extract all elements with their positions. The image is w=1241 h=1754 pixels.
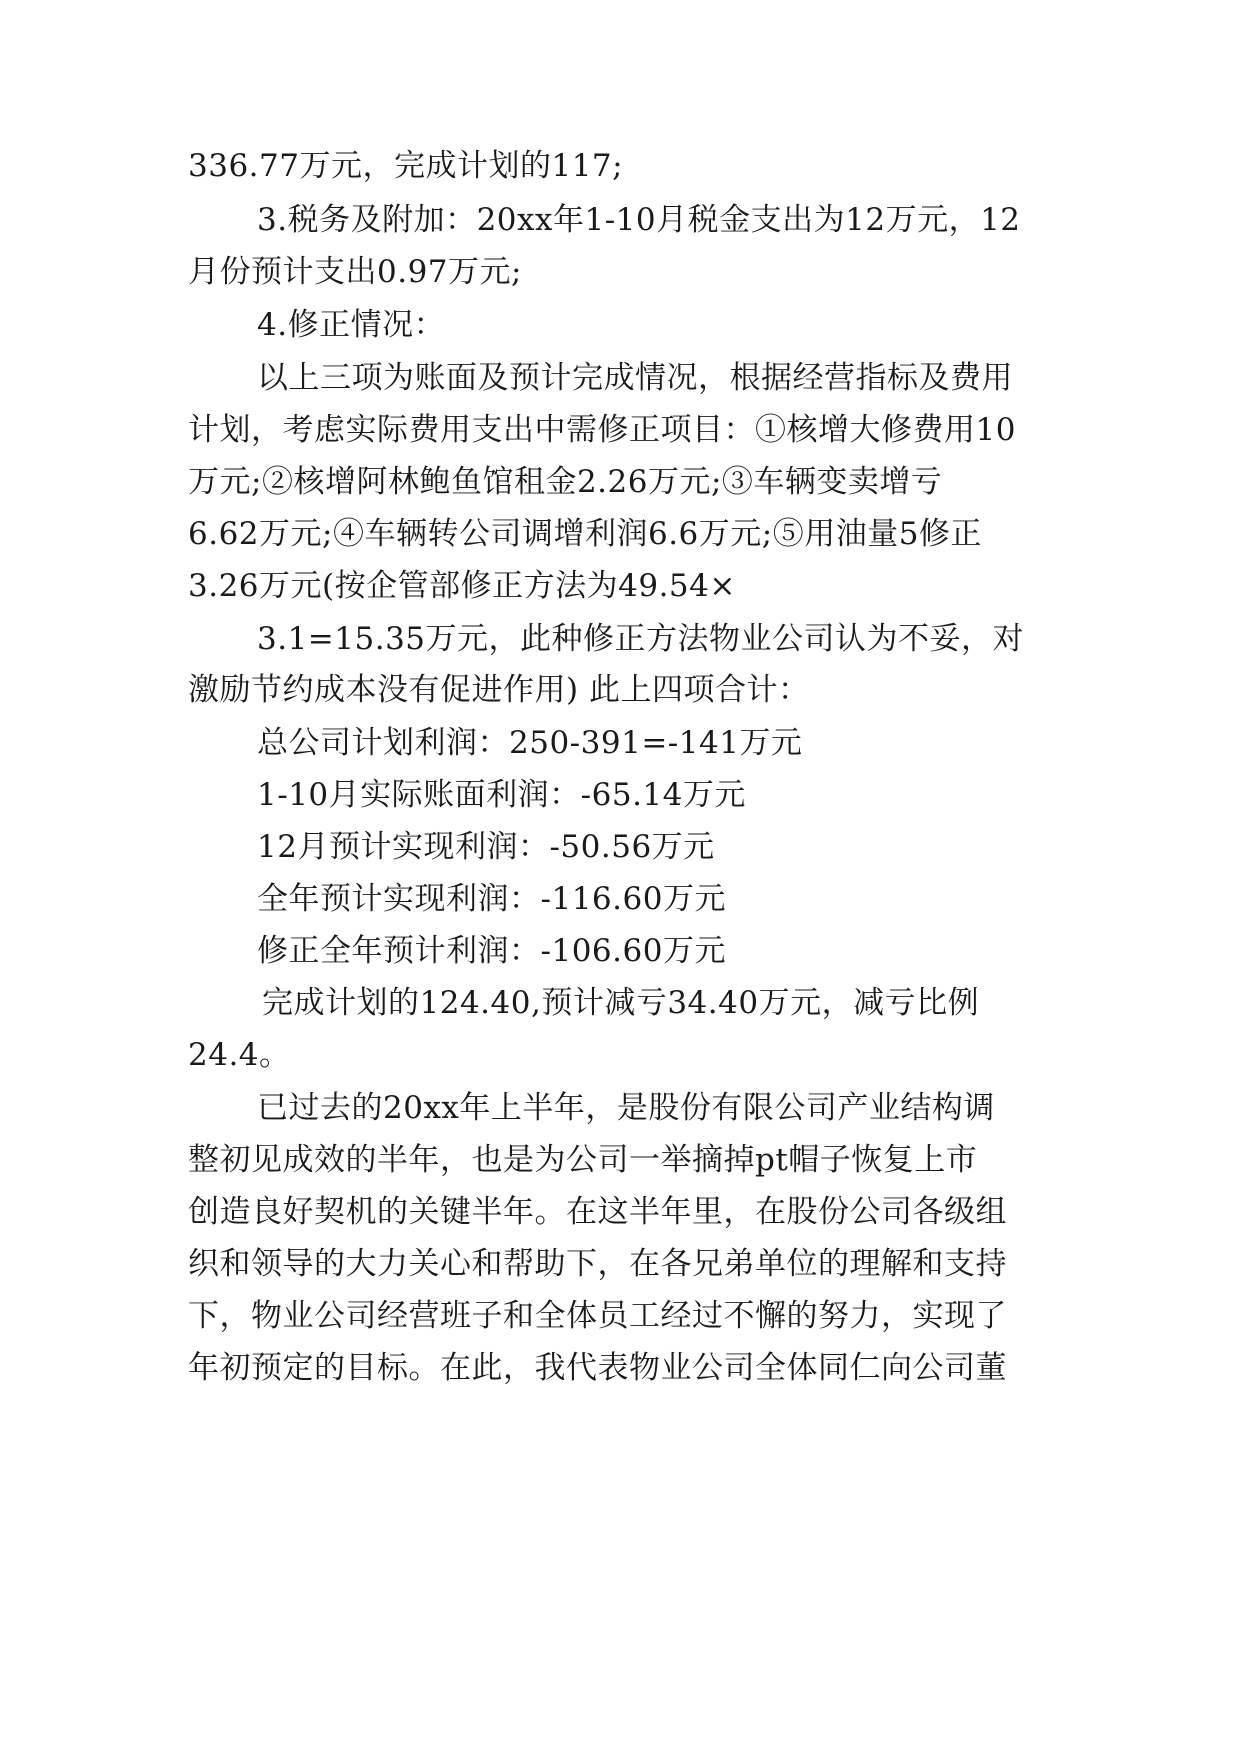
- text-line-23: 下，物业公司经营班子和全体员工经过不懈的努力，实现了: [188, 1298, 1007, 1334]
- text-line-6: 计划，考虑实际费用支出中需修正项目：①核增大修费用10: [188, 412, 1016, 448]
- text-line-24: 年初预定的目标。在此，我代表物业公司全体同仁向公司董: [188, 1350, 1007, 1386]
- text-line-1: 336.77万元，完成计划的117;: [188, 148, 624, 184]
- text-line-17: 完成计划的124.40,预计减亏34.40万元，减亏比例: [262, 985, 980, 1021]
- text-line-3: 月份预计支出0.97万元;: [188, 254, 522, 290]
- text-line-21: 创造良好契机的关键半年。在这半年里，在股份公司各级组: [188, 1194, 1007, 1230]
- text-line-9: 3.26万元(按企管部修正方法为49.54×: [188, 568, 736, 604]
- text-line-7: 万元;②核增阿林鲍鱼馆租金2.26万元;③车辆变卖增亏: [188, 464, 943, 500]
- text-line-4: 4.修正情况：: [257, 307, 446, 343]
- text-line-11: 激励节约成本没有促进作用) 此上四项合计：: [188, 672, 810, 708]
- text-line-16: 修正全年预计利润：-106.60万元: [257, 933, 726, 969]
- text-line-20: 整初见成效的半年，也是为公司一举摘掉pt帽子恢复上市: [188, 1142, 978, 1178]
- text-line-19: 已过去的20xx年上半年，是股份有限公司产业结构调: [257, 1090, 995, 1126]
- text-line-13: 1-10月实际账面利润：-65.14万元: [257, 777, 746, 813]
- text-line-15: 全年预计实现利润：-116.60万元: [257, 881, 726, 917]
- text-line-12: 总公司计划利润：250-391=-141万元: [257, 725, 803, 761]
- text-line-10: 3.1=15.35万元，此种修正方法物业公司认为不妥，对: [257, 621, 1025, 657]
- text-line-2: 3.税务及附加：20xx年1-10月税金支出为12万元，12: [257, 202, 1021, 238]
- text-line-8: 6.62万元;④车辆转公司调增利润6.6万元;⑤用油量5修正: [188, 516, 982, 552]
- text-line-14: 12月预计实现利润：-50.56万元: [257, 829, 715, 865]
- text-line-5: 以上三项为账面及预计完成情况，根据经营指标及费用: [257, 360, 1013, 396]
- text-line-22: 织和领导的大力关心和帮助下，在各兄弟单位的理解和支持: [188, 1246, 1007, 1282]
- text-line-18: 24.4。: [188, 1037, 291, 1073]
